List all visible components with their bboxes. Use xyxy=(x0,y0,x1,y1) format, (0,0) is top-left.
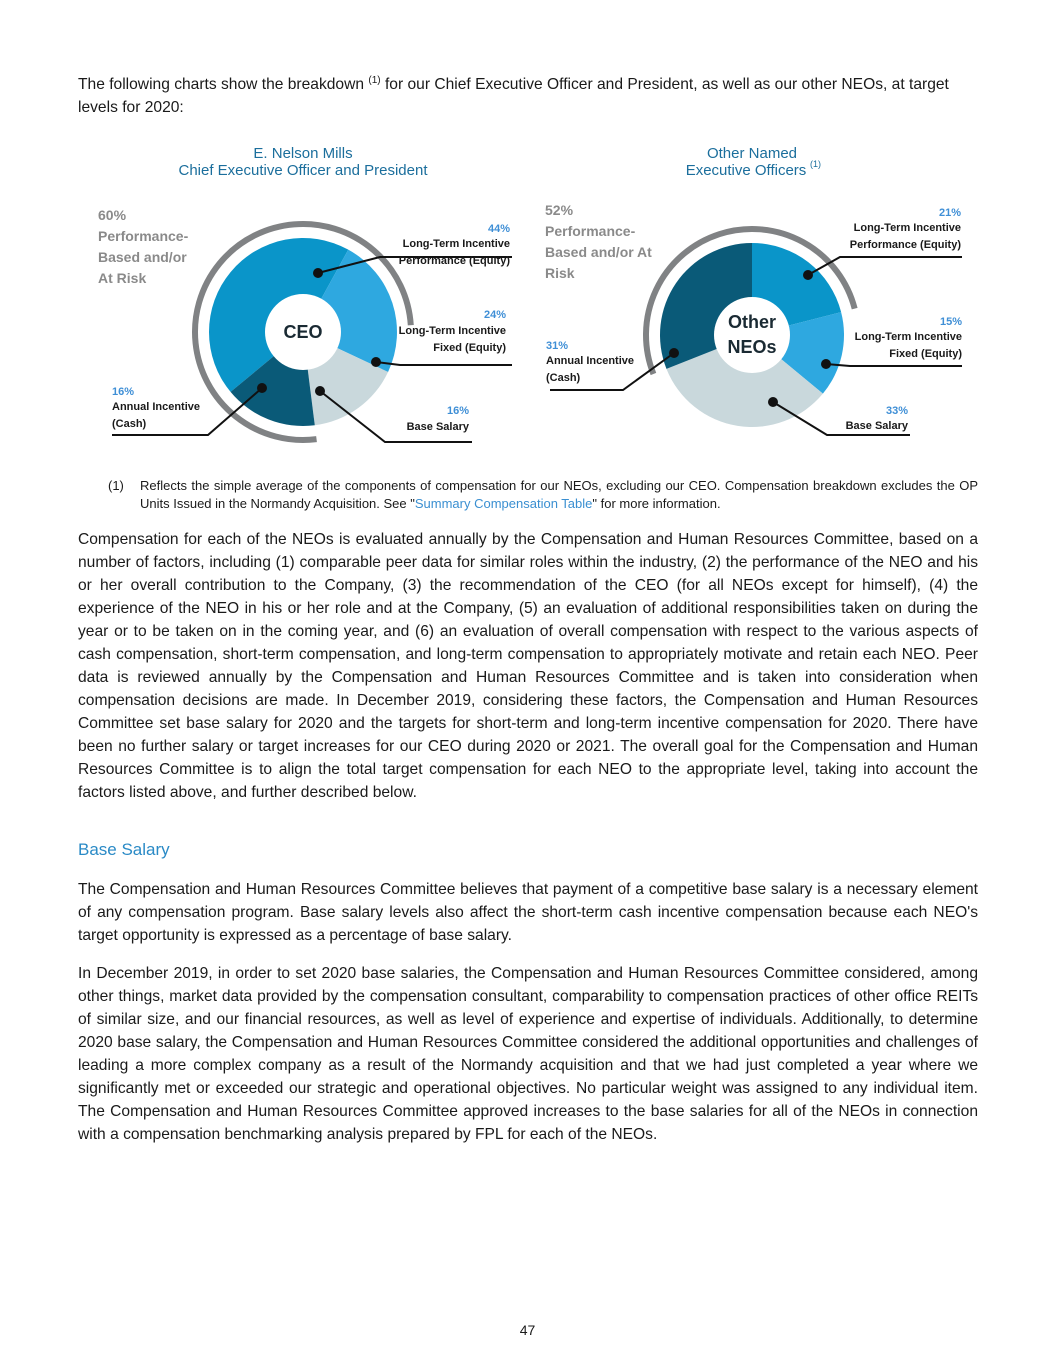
ceo-label-ltip-fixed-2: Fixed (Equity) xyxy=(433,342,506,354)
compensation-evaluation-paragraph: Compensation for each of the NEOs is evaluated annually by the Compensation and Human Resources Committee, based on a number of factors, including (1) comparable peer data for similar roles within the industry, (2) the performance of the NEO and his or her overall contribution to the Company, (3) the recommendation of the CEO (for all NEOs except for himself), (4) the experience of the NEO in his or her role and at the Company, (5) an evaluation of additional responsibilities taken on during the year or to be taken on in the coming year, and (6) an evaluation of overall compensation with respect to the various aspects of cash compensation, short-term compensation, and long-term compensation to appropriately motivate and retain each NEO. Peer data is reviewed annually by the Compensation and Human Resources Committee and is taken into consideration when compensation decisions are made. In December 2019, considering these factors, the Compensation and Human Resources Committee set base salary for 2020 and the targets for short-term and long-term incentive compensation for 2020. There have been no further salary or target increases for our CEO during 2020 or 2021. The overall goal for the Compensation and Human Resources Committee is to align the total target compensation for each NEO to the appropriate level, taking into account the factors listed above, and further described below. xyxy=(78,531,978,801)
neo-at-risk-label-3: Risk xyxy=(545,265,575,281)
neo-label-ltip-fixed-1: Long-Term Incentive xyxy=(854,331,962,343)
neo-label-annual-2: (Cash) xyxy=(546,372,581,384)
ceo-pct-annual: 16% xyxy=(112,386,135,398)
ceo-chart-title-line1: E. Nelson Mills xyxy=(253,145,353,162)
neo-pct-annual: 31% xyxy=(546,340,569,352)
footnote-text: Reflects the simple average of the components of compensation for our NEOs, excluding our CEO. Compensation breakdown excludes the OP Units Issued in the Normandy Acquisition. See "Summary Compensation Table" for more information. xyxy=(140,478,978,511)
ceo-label-ltip-perf-1: Long-Term Incentive xyxy=(402,238,510,250)
neo-label-base: Base Salary xyxy=(845,420,908,432)
ceo-pct-ltip-fixed: 24% xyxy=(483,309,506,321)
ceo-chart-title-line2: Chief Executive Officer and President xyxy=(178,162,428,179)
footnote xyxy=(108,477,978,513)
neo-pct-ltip-perf: 21% xyxy=(938,207,961,219)
neo-at-risk-pct: 52% xyxy=(545,202,574,218)
neo-at-risk-label-2: Based and/or At xyxy=(545,244,652,260)
ceo-label-annual-1: Annual Incentive xyxy=(112,401,201,413)
neo-chart xyxy=(545,145,962,435)
base-salary-paragraph-2: In December 2019, in order to set 2020 base salaries, the Compensation and Human Resources Committee considered, among other things, market data provided by the compensation consultant, comparability to compensation practices of other office REITs of similar size, and our financial resources, as well as level of experience and expertise of individuals. Additionally, to determine 2020 base salary, the Compensation and Human Resources Committee considered the additional opportunities and challenges of leading a more complex company as a result of the Normandy acquisition and that we had just completed a year where we significantly met or exceeded our strategic and operational objectives. No particular weight was assigned to any individual item. The Compensation and Human Resources Committee approved increases to the base salaries for all of the NEOs in connection with a compensation benchmarking analysis prepared by FPL for each of the NEOs. xyxy=(78,965,978,1143)
intro-paragraph: The following charts show the breakdown $^{(1)}$ for our Chief Executive Officer and President, as well as our other NEOs, at target levels for 2020: xyxy=(78,74,949,116)
ceo-at-risk-label-2: Based and/or xyxy=(98,249,187,265)
ceo-label-ltip-fixed-1: Long-Term Incentive xyxy=(398,325,506,337)
neo-pct-ltip-fixed: 15% xyxy=(939,316,962,328)
neo-pct-base: 33% xyxy=(885,405,908,417)
ceo-label-ltip-perf-2: Performance (Equity) xyxy=(398,255,510,267)
ceo-label-base: Base Salary xyxy=(406,421,469,433)
neo-label-annual-1: Annual Incentive xyxy=(546,355,635,367)
ceo-label-annual-2: (Cash) xyxy=(112,418,147,430)
ceo-at-risk-pct: 60% xyxy=(98,207,127,223)
neo-center-label-1: Other xyxy=(727,312,777,332)
ceo-pct-ltip-perf: 44% xyxy=(487,223,510,235)
neo-chart-title-line1: Other Named xyxy=(706,145,798,162)
ceo-at-risk-label-3: At Risk xyxy=(98,270,147,286)
neo-leader-ltip-fixed xyxy=(826,364,962,366)
neo-center-label-2: NEOs xyxy=(727,337,777,357)
ceo-chart xyxy=(98,145,512,442)
neo-chart-title-line2: Executive Officers xyxy=(685,162,807,179)
section-heading-base-salary: Base Salary xyxy=(78,840,170,859)
compensation-charts xyxy=(60,135,980,455)
neo-chart-title-sup: (1) xyxy=(810,159,821,169)
ceo-pct-base: 16% xyxy=(446,405,469,417)
neo-at-risk-label-1: Performance- xyxy=(545,223,636,239)
footnote-number: (1) xyxy=(108,478,124,493)
ceo-leader-ltip-fixed xyxy=(376,362,512,365)
neo-center-hole xyxy=(714,297,790,373)
neo-label-ltip-perf-2: Performance (Equity) xyxy=(849,239,961,251)
page-number: 47 xyxy=(519,1322,536,1338)
summary-compensation-table-link[interactable]: Summary Compensation Table xyxy=(414,496,593,511)
neo-label-ltip-perf-1: Long-Term Incentive xyxy=(853,222,961,234)
neo-label-ltip-fixed-2: Fixed (Equity) xyxy=(889,348,962,360)
footnote-ref[interactable]: (1) xyxy=(368,74,381,86)
ceo-center-label: CEO xyxy=(283,322,323,342)
ceo-at-risk-label-1: Performance- xyxy=(98,228,189,244)
base-salary-paragraph-1: The Compensation and Human Resources Committee believes that payment of a competitive base salary is a necessary element of any compensation program. Base salary levels also affect the short-term cash incentive compensation because each NEO's target opportunity is expressed as a percentage of base salary. xyxy=(78,881,978,944)
